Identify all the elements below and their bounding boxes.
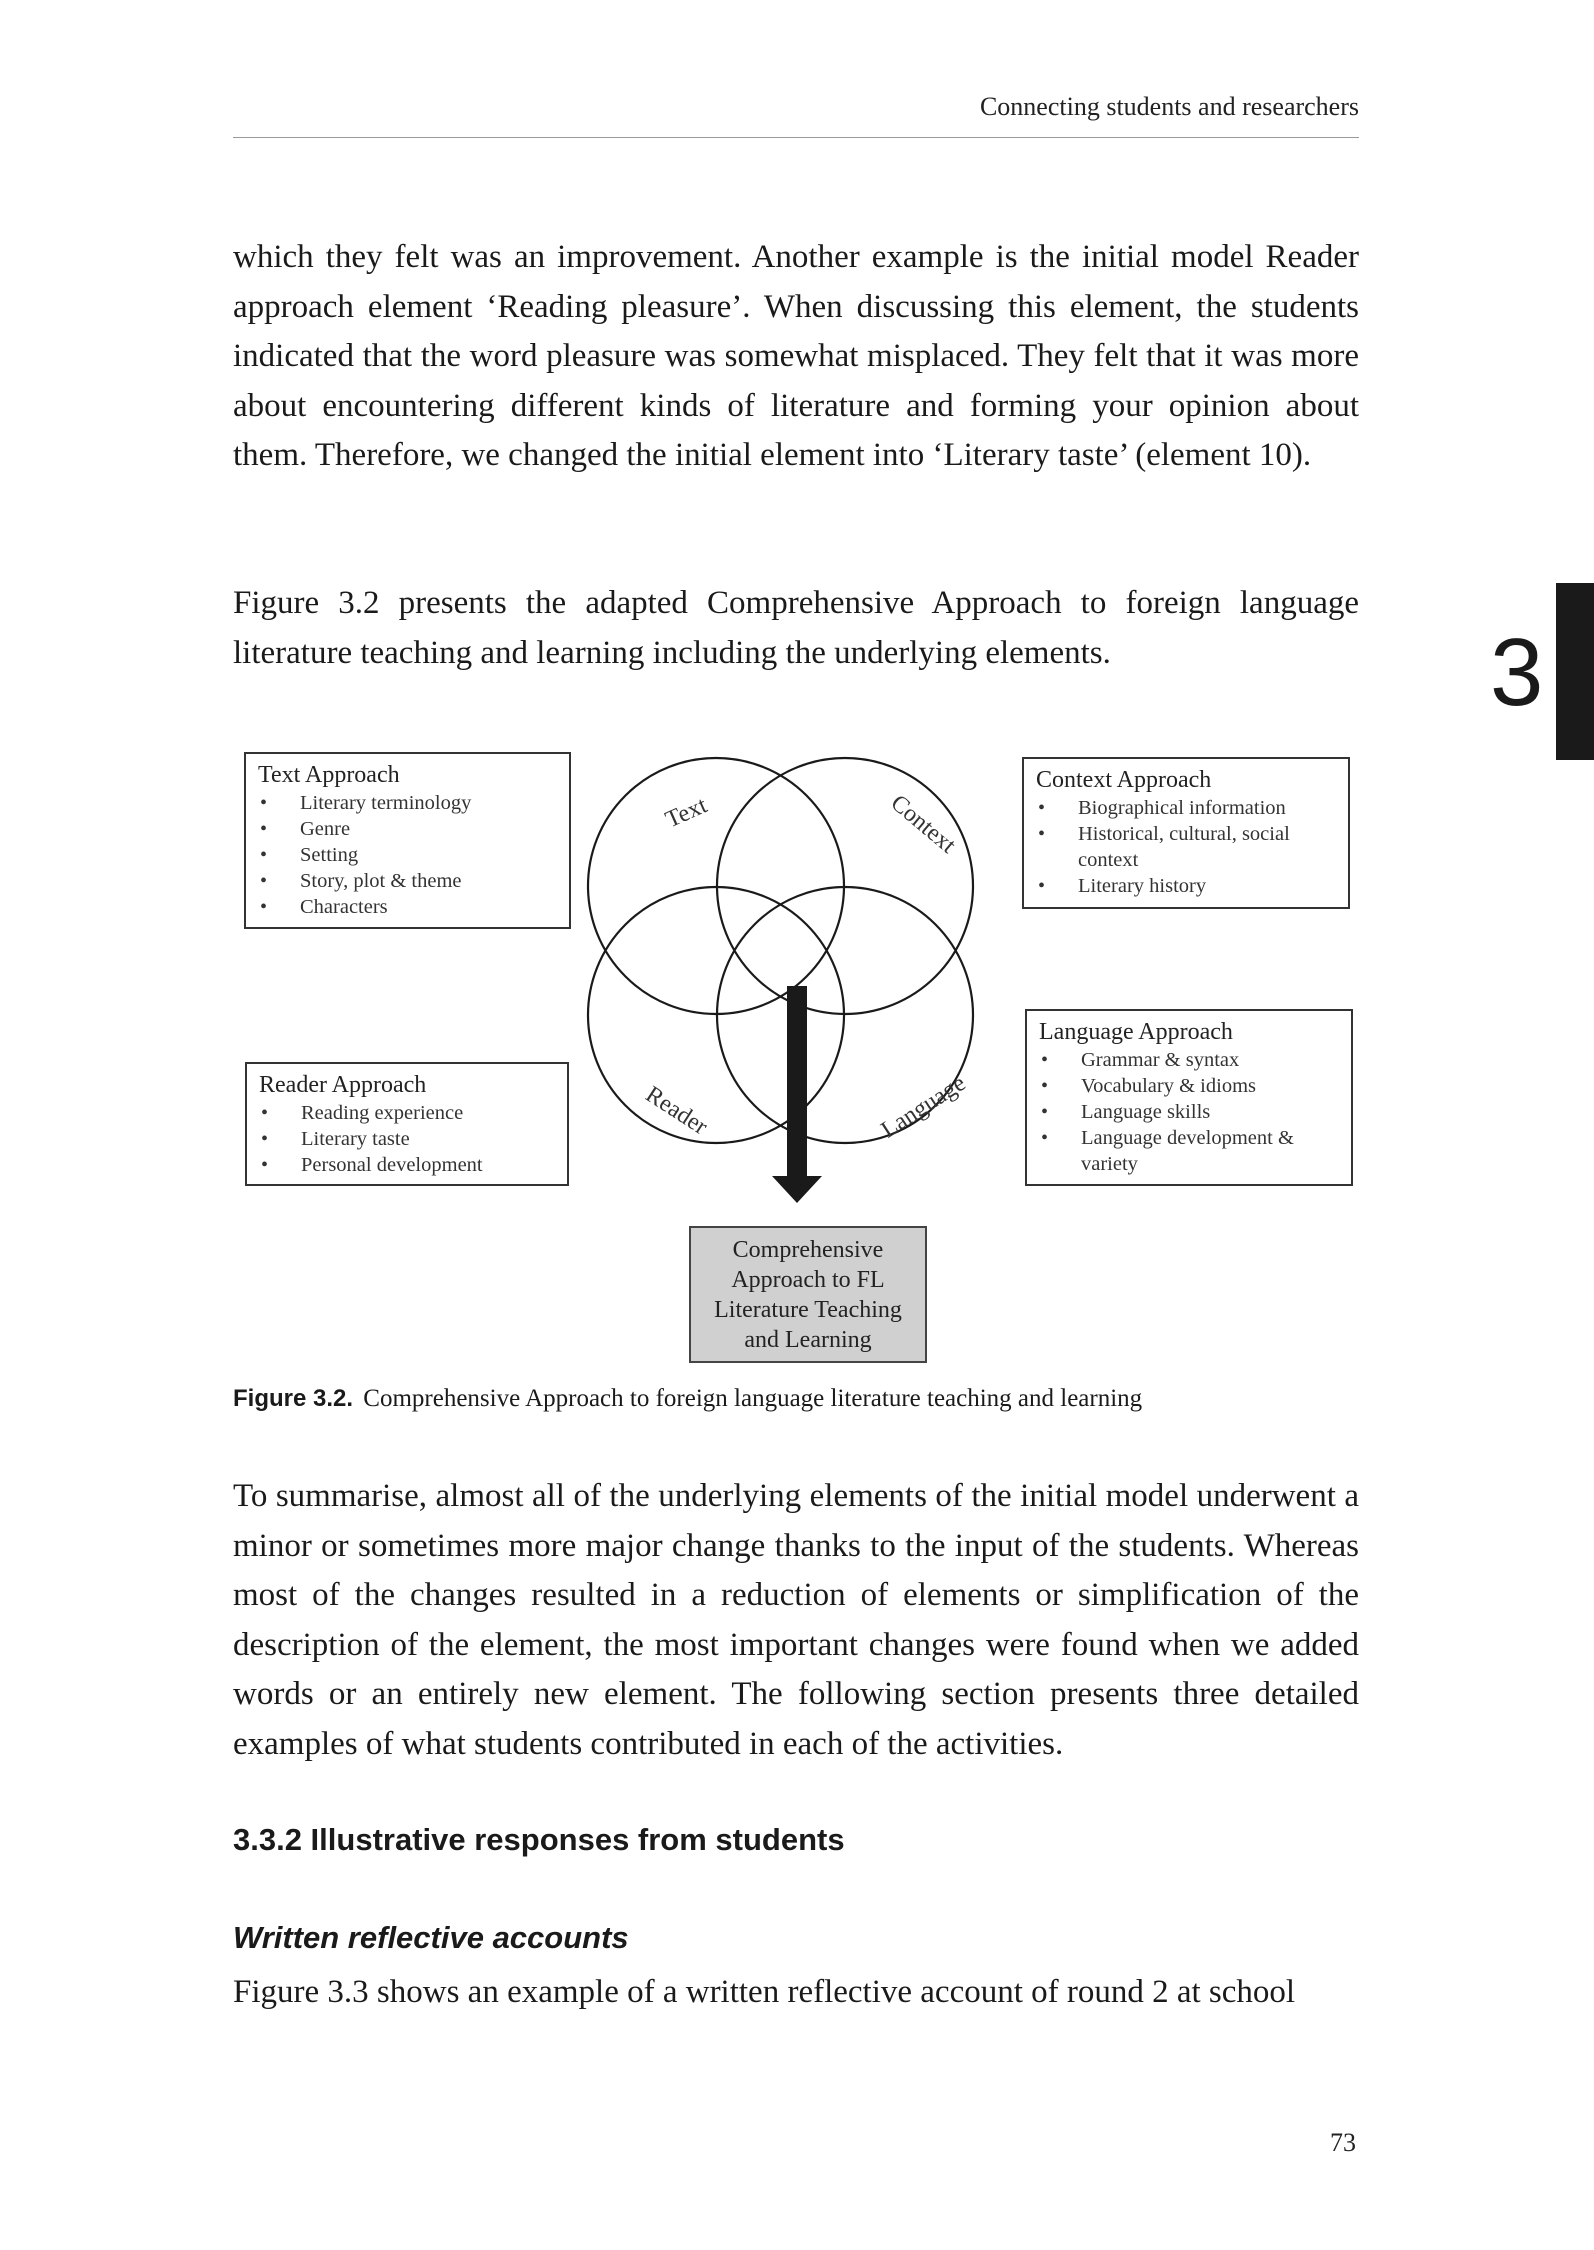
page-number: 73	[1330, 2128, 1356, 2157]
language-approach-box	[1025, 1009, 1353, 1186]
context-approach-box	[1022, 757, 1350, 909]
list-item: • Biographical information	[1036, 795, 1336, 821]
subsection-heading: Written reflective accounts	[233, 1920, 629, 1955]
list-item: • Story, plot & theme	[258, 868, 557, 894]
list-item: • Language development & variety	[1039, 1125, 1339, 1177]
chapter-number: 3	[1490, 619, 1544, 726]
figure-caption-label: Figure 3.2.	[233, 1385, 354, 1412]
language-approach-title: Language Approach	[1039, 1019, 1233, 1045]
list-item: • Literary taste	[259, 1126, 555, 1152]
arrow-shaft	[787, 986, 807, 1178]
list-item: • Grammar & syntax	[1039, 1047, 1339, 1073]
body-paragraph-2: Figure 3.2 presents the adapted Comprehensive Approach to foreign language literature teaching and learning including the underlying elements.	[233, 585, 1359, 671]
text-approach-title: Text Approach	[258, 762, 400, 788]
circle-label-language: Language	[876, 1070, 971, 1144]
list-item: • Characters	[258, 894, 557, 920]
result-line: Comprehensive	[732, 1236, 884, 1263]
list-item: • Literary history	[1036, 873, 1336, 899]
comprehensive-approach-box	[689, 1226, 927, 1363]
list-item: • Genre	[258, 816, 557, 842]
result-line: and Learning	[744, 1326, 872, 1353]
arrow-head	[772, 1176, 822, 1203]
figure-caption	[233, 1385, 1142, 1413]
result-line: Approach to FL	[731, 1266, 885, 1293]
reader-approach-box	[245, 1062, 569, 1186]
body-paragraph-3: To summarise, almost all of the underlying elements of the initial model underwent a minor or sometimes more major change thanks to the input of the students. Whereas most of the changes resulted in a reduction of elements or simplification of the description of the element, the most important changes were found when we added words or an entirely new element. The following section presents three detailed examples of what students contributed in each of the activities.	[233, 1478, 1359, 1762]
list-item: • Language skills	[1039, 1099, 1339, 1125]
circle-label-text: Text	[661, 792, 712, 834]
list-item: • Personal development	[259, 1152, 555, 1178]
text-approach-box	[244, 752, 571, 929]
list-item: • Literary terminology	[258, 790, 557, 816]
list-item: • Setting	[258, 842, 557, 868]
reader-approach-title: Reader Approach	[259, 1072, 427, 1098]
list-item: • Vocabulary & idioms	[1039, 1073, 1339, 1099]
body-paragraph-4: Figure 3.3 shows an example of a written reflective account of round 2 at school	[233, 1974, 1296, 2010]
result-line: Literature Teaching	[714, 1296, 902, 1323]
figure-caption-text: Comprehensive Approach to foreign language literature teaching and learning	[363, 1385, 1143, 1412]
section-heading: 3.3.2 Illustrative responses from students	[233, 1822, 845, 1857]
running-header: Connecting students and researchers	[979, 92, 1359, 121]
circle-label-context: Context	[885, 789, 961, 859]
list-item: • Reading experience	[259, 1100, 555, 1126]
circle-label-reader: Reader	[640, 1081, 713, 1141]
context-approach-title: Context Approach	[1036, 767, 1212, 793]
body-paragraph-1: which they felt was an improvement. Another example is the initial model Reader approach element ‘Reading pleasure’. When discussing this element, the students indicated that the word pleasure was somewhat misplaced. They felt that it was more about encountering different kinds of literature and forming your opinion about them. Therefore, we changed the initial element into ‘Literary taste’ (element 10).	[233, 239, 1359, 474]
list-item: • Historical, cultural, social context	[1036, 821, 1336, 873]
